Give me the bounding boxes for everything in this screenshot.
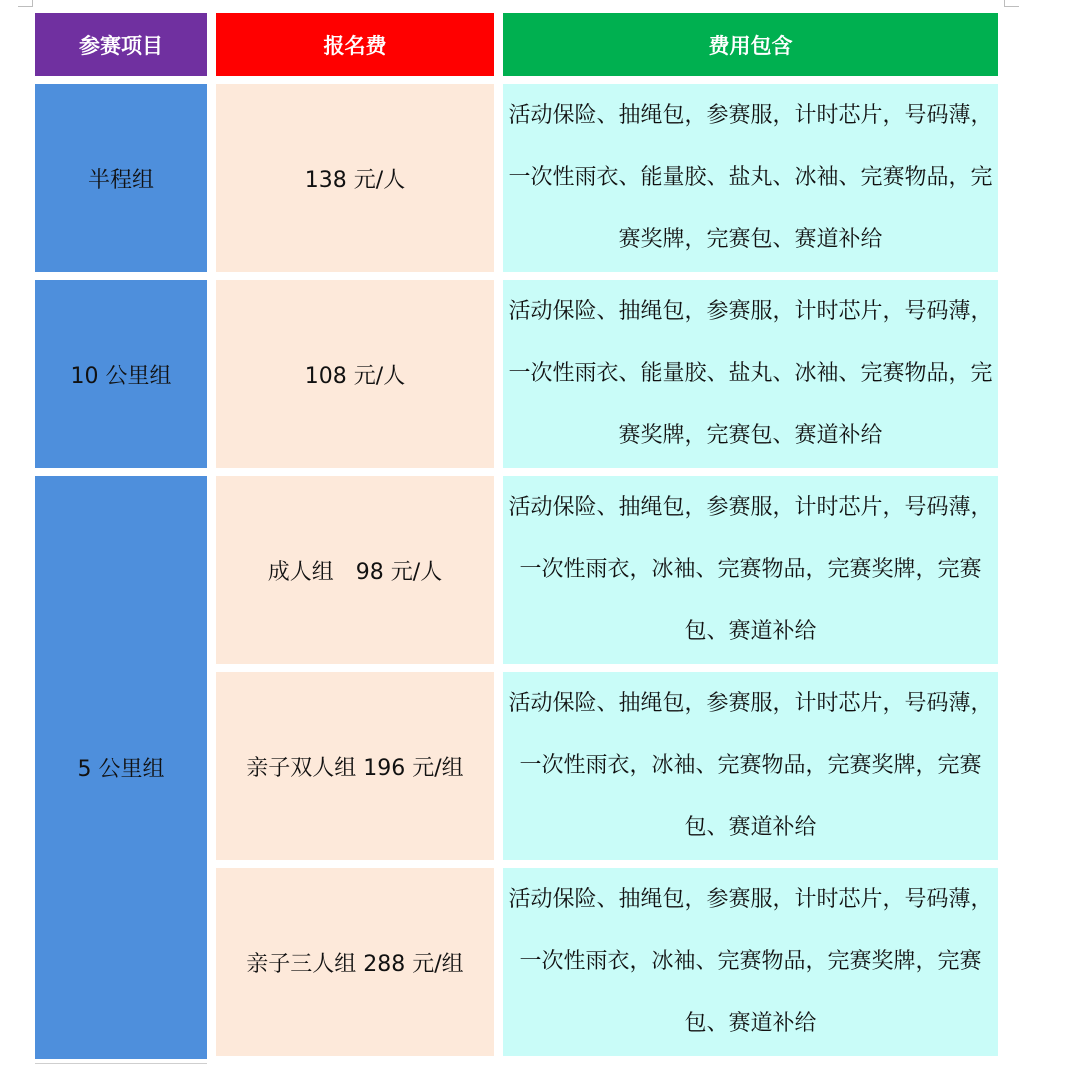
page-corner-mark-left — [18, 0, 33, 7]
fee-half-marathon: 138 元/人 — [216, 84, 494, 272]
header-fee: 报名费 — [216, 13, 494, 76]
includes-5km-adult: 活动保险、抽绳包，参赛服，计时芯片，号码薄，一次性雨衣，冰袖、完赛物品，完赛奖牌，完赛包、赛道补给 — [503, 476, 998, 664]
fee-5km-parent-child-pair: 亲子双人组 196 元/组 — [216, 672, 494, 860]
includes-10km: 活动保险、抽绳包，参赛服，计时芯片，号码薄，一次性雨衣、能量胶、盐丸、冰袖、完赛物品，完赛奖牌，完赛包、赛道补给 — [503, 280, 998, 468]
group-half-marathon: 半程组 — [35, 84, 207, 272]
group-10km: 10 公里组 — [35, 280, 207, 468]
page-corner-mark-right — [1004, 0, 1019, 7]
fee-10km: 108 元/人 — [216, 280, 494, 468]
fee-5km-parent-child-trio: 亲子三人组 288 元/组 — [216, 868, 494, 1056]
header-includes: 费用包含 — [503, 13, 998, 76]
includes-half-marathon: 活动保险、抽绳包，参赛服，计时芯片，号码薄，一次性雨衣、能量胶、盐丸、冰袖、完赛物品，完赛奖牌，完赛包、赛道补给 — [503, 84, 998, 272]
page-bottom-line — [35, 1063, 207, 1064]
header-project: 参赛项目 — [35, 13, 207, 76]
includes-5km-parent-child-trio: 活动保险、抽绳包，参赛服，计时芯片，号码薄，一次性雨衣，冰袖、完赛物品，完赛奖牌，完赛包、赛道补给 — [503, 868, 998, 1056]
includes-5km-parent-child-pair: 活动保险、抽绳包，参赛服，计时芯片，号码薄，一次性雨衣，冰袖、完赛物品，完赛奖牌，完赛包、赛道补给 — [503, 672, 998, 860]
group-5km: 5 公里组 — [35, 476, 207, 1059]
fee-5km-adult: 成人组 98 元/人 — [216, 476, 494, 664]
